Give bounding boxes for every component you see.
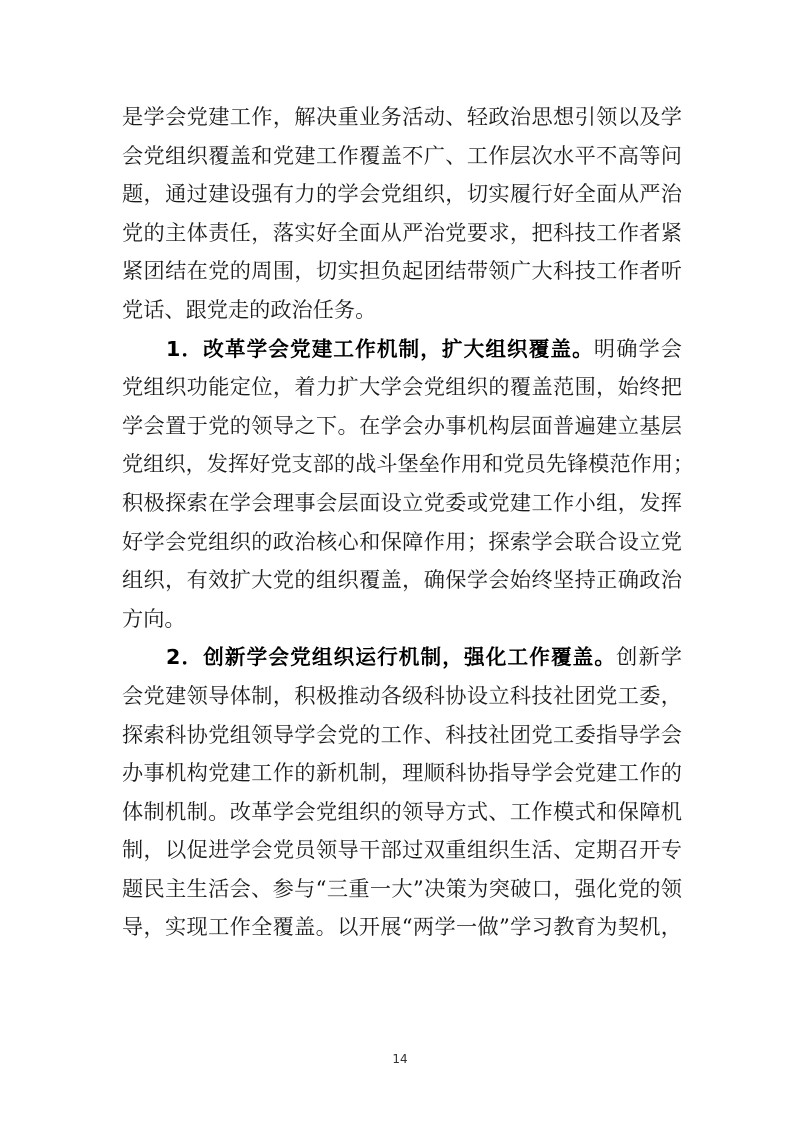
body-line: 党组织功能定位，着力扩大学会党组织的覆盖范围，始终把 xyxy=(122,374,682,400)
body-line: 导，实现工作全覆盖。以开展“两学一做”学习教育为契机， xyxy=(122,914,682,940)
body-line: 探索科协党组领导学会党的工作、科技社团党工委指导学会 xyxy=(122,721,682,747)
page-number: 14 xyxy=(392,1052,408,1066)
section-2-first-line xyxy=(122,638,682,677)
body-line: 紧团结在党的周围，切实担负起团结带领广大科技工作者听 xyxy=(122,258,682,284)
body-line: 会党组织覆盖和党建工作覆盖不广、工作层次水平不高等问 xyxy=(122,142,682,168)
body-line: 党的主体责任，落实好全面从严治党要求，把科技工作者紧 xyxy=(122,219,682,245)
body-line: 是学会党建工作，解决重业务活动、轻政治思想引领以及学 xyxy=(122,104,682,129)
body-line: 方向。 xyxy=(122,605,186,631)
body-line: 党话、跟党走的政治任务。 xyxy=(122,296,377,322)
body-line: 题民主生活会、参与“三重一大”决策为突破口，强化党的领 xyxy=(122,875,682,901)
document-body xyxy=(122,98,695,947)
body-line: 制，以促进学会党员领导干部过双重组织生活、定期召开专 xyxy=(122,837,682,863)
body-line: 会党建领导体制，积极推动各级科协设立科技社团党工委， xyxy=(122,682,682,708)
body-line: 好学会党组织的政治核心和保障作用；探索学会联合设立党 xyxy=(122,528,682,554)
body-line: 党组织，发挥好党支部的战斗堡垒作用和党员先锋模范作用； xyxy=(122,451,695,477)
body-line: 积极探索在学会理事会层面设立党委或党建工作小组，发挥 xyxy=(122,489,682,515)
body-line: 组织，有效扩大党的组织覆盖，确保学会始终坚持正确政治 xyxy=(122,567,682,593)
section-1-first-line xyxy=(122,330,682,369)
body-line: 体制机制。改革学会党组织的领导方式、工作模式和保障机 xyxy=(122,798,682,824)
body-line: 学会置于党的领导之下。在学会办事机构层面普遍建立基层 xyxy=(122,412,682,438)
body-line: 题，通过建设强有力的学会党组织，切实履行好全面从严治 xyxy=(122,181,682,207)
section-1-lead-text: 明确学会 xyxy=(593,335,682,361)
section-1-heading: 1．改革学会党建工作机制，扩大组织覆盖。 xyxy=(166,336,594,361)
section-2-heading: 2．创新学会党组织运行机制，强化工作覆盖。 xyxy=(166,645,617,670)
body-line: 办事机构党建工作的新机制，理顺科协指导学会党建工作的 xyxy=(122,760,682,786)
section-2-lead-text: 创新学 xyxy=(616,644,682,670)
